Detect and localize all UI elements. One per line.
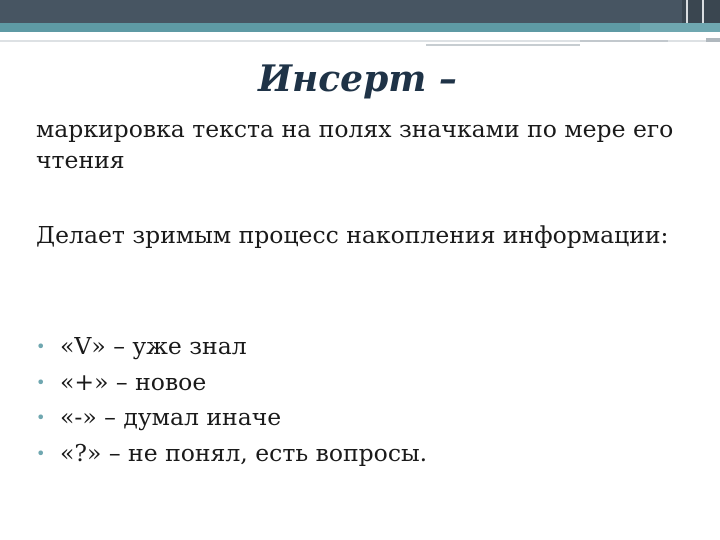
list-item xyxy=(36,329,427,365)
decorative-line xyxy=(426,44,580,46)
banner-divider xyxy=(702,0,704,23)
bullet-dot-icon: • xyxy=(36,372,46,392)
header-banner xyxy=(0,0,720,23)
marks-list xyxy=(36,329,427,471)
decorative-line xyxy=(580,40,668,42)
definition-text: маркировка текста на полях значками по мере его чтения xyxy=(36,115,674,174)
slide-title: Инсерт – xyxy=(258,58,457,100)
list-item-text: «V» – уже знал xyxy=(60,332,247,360)
list-item xyxy=(36,365,427,401)
list-item xyxy=(36,436,427,472)
list-item-text: «?» – не понял, есть вопросы. xyxy=(60,438,428,467)
accent-band-highlight xyxy=(640,23,720,32)
list-item-text: «-» – думал иначе xyxy=(60,403,282,431)
accent-band xyxy=(0,23,720,32)
process-text: Делает зримым процесс накопления информации: xyxy=(36,221,669,249)
banner-divider xyxy=(686,0,688,23)
list-item xyxy=(36,400,427,436)
list-item-text: «+» – новое xyxy=(60,367,207,396)
bullet-dot-icon: • xyxy=(36,337,46,356)
decorative-line xyxy=(706,38,720,42)
bullet-dot-icon: • xyxy=(36,408,46,427)
bullet-dot-icon: • xyxy=(36,443,46,463)
